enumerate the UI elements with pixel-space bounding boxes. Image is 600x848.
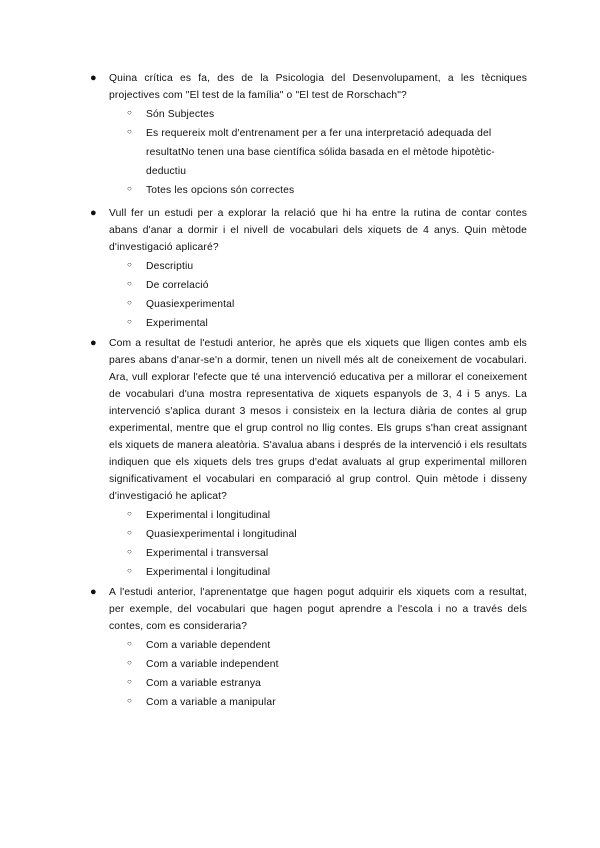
option-bullet: ○ — [127, 260, 132, 269]
question-3-option-1 — [90, 505, 527, 524]
question-bullet: ● — [90, 72, 97, 84]
option-bullet: ○ — [127, 509, 132, 518]
option-bullet: ○ — [127, 184, 132, 193]
question-2-option-2 — [90, 275, 527, 294]
option-bullet: ○ — [127, 566, 132, 575]
option-text: Són Subjectes — [146, 109, 215, 120]
option-bullet: ○ — [127, 677, 132, 686]
question-2-option-3 — [90, 294, 527, 313]
question-1-text: Quina crítica es fa, des de la Psicologia del Desenvolupament, a les tècniques projectives com "El test de la família" o "El test de Rorschach"? — [109, 73, 527, 101]
question-bullet: ● — [90, 207, 97, 219]
option-text: Experimental i transversal — [146, 548, 269, 559]
question-4-option-2 — [90, 654, 527, 673]
option-text: Es requereix molt d'entrenament per a fer una interpretació adequada del resultatNo tenen una base científica sólida basada en el mètode hipotètic-deductiu — [146, 128, 495, 177]
option-text: Totes les opcions són correctes — [146, 185, 295, 196]
question-1-option-3 — [90, 180, 527, 199]
option-bullet: ○ — [127, 279, 132, 288]
option-bullet: ○ — [127, 696, 132, 705]
question-2-options — [90, 256, 527, 332]
question-3-option-2 — [90, 524, 527, 543]
option-bullet: ○ — [127, 547, 132, 556]
question-1-option-1 — [90, 104, 527, 123]
option-text: Experimental i longitudinal — [146, 567, 271, 578]
option-text: Descriptiu — [146, 261, 194, 272]
question-1-options — [90, 104, 527, 199]
question-3-option-3 — [90, 543, 527, 562]
question-4-row — [90, 584, 527, 635]
question-1 — [90, 70, 527, 199]
option-bullet: ○ — [127, 528, 132, 537]
option-bullet: ○ — [127, 298, 132, 307]
question-4-options — [90, 635, 527, 711]
option-bullet: ○ — [127, 317, 132, 326]
option-bullet: ○ — [127, 127, 132, 136]
question-3-row — [90, 335, 527, 505]
option-text: Quasiexperimental — [146, 299, 235, 310]
question-4 — [90, 584, 527, 711]
option-text: Com a variable dependent — [146, 640, 271, 651]
question-bullet: ● — [90, 586, 97, 598]
option-text: Com a variable independent — [146, 659, 279, 670]
question-bullet: ● — [90, 337, 97, 349]
question-2 — [90, 205, 527, 332]
question-4-option-4 — [90, 692, 527, 711]
question-4-option-1 — [90, 635, 527, 654]
question-3 — [90, 335, 527, 581]
question-1-option-2 — [90, 123, 527, 180]
question-4-option-3 — [90, 673, 527, 692]
option-text: Com a variable estranya — [146, 678, 262, 689]
question-3-option-4 — [90, 562, 527, 581]
option-text: De correlació — [146, 280, 209, 291]
option-bullet: ○ — [127, 108, 132, 117]
question-4-text: A l'estudi anterior, l'aprenentatge que hagen pogut adquirir els xiquets com a resultat, per exemple, del vocabulari que hagen pogut aprendre a l'escola i no a través dels contes, com es consideraria? — [109, 587, 527, 632]
question-2-row — [90, 205, 527, 256]
question-2-text: Vull fer un estudi per a explorar la relació que hi ha entre la rutina de contar contes abans d'anar a dormir i el nivell de vocabulari dels xiquets de 4 anys. Quin mètode d'investigació aplicaré? — [109, 208, 527, 253]
question-3-options — [90, 505, 527, 581]
option-bullet: ○ — [127, 639, 132, 648]
option-text: Quasiexperimental i longitudinal — [146, 529, 297, 540]
question-1-row — [90, 70, 527, 104]
option-text: Experimental — [146, 318, 208, 329]
question-3-text: Com a resultat de l'estudi anterior, he après que els xiquets que lligen contes amb els pares abans d'anar-se'n a dormir, tenen un nivell més alt de coneixement de vocabulari. Ara, vull explorar l'efecte que té una intervenció educativa per a millorar el coneixement de vocabulari d'una mostra representativa de xiquets espanyols de 3, 4 i 5 anys. La intervenció s'aplica durant 3 mesos i consisteix en la lectura diària de contes al grup experimental, mentre que el grup control no llig contes. Els grups s'han creat assignant els xiquets de manera aleatòria. S'avalua abans i després de la intervenció i els resultats indiquen que els xiquets dels tres grups d'edat avaluats al grup experimental milloren significativament el vocabulari en comparació al grup control. Quin mètode i disseny d'investigació he aplicat? — [109, 338, 527, 502]
option-bullet: ○ — [127, 658, 132, 667]
option-text: Experimental i longitudinal — [146, 510, 271, 521]
question-2-option-1 — [90, 256, 527, 275]
option-text: Com a variable a manipular — [146, 697, 276, 708]
question-2-option-4 — [90, 313, 527, 332]
